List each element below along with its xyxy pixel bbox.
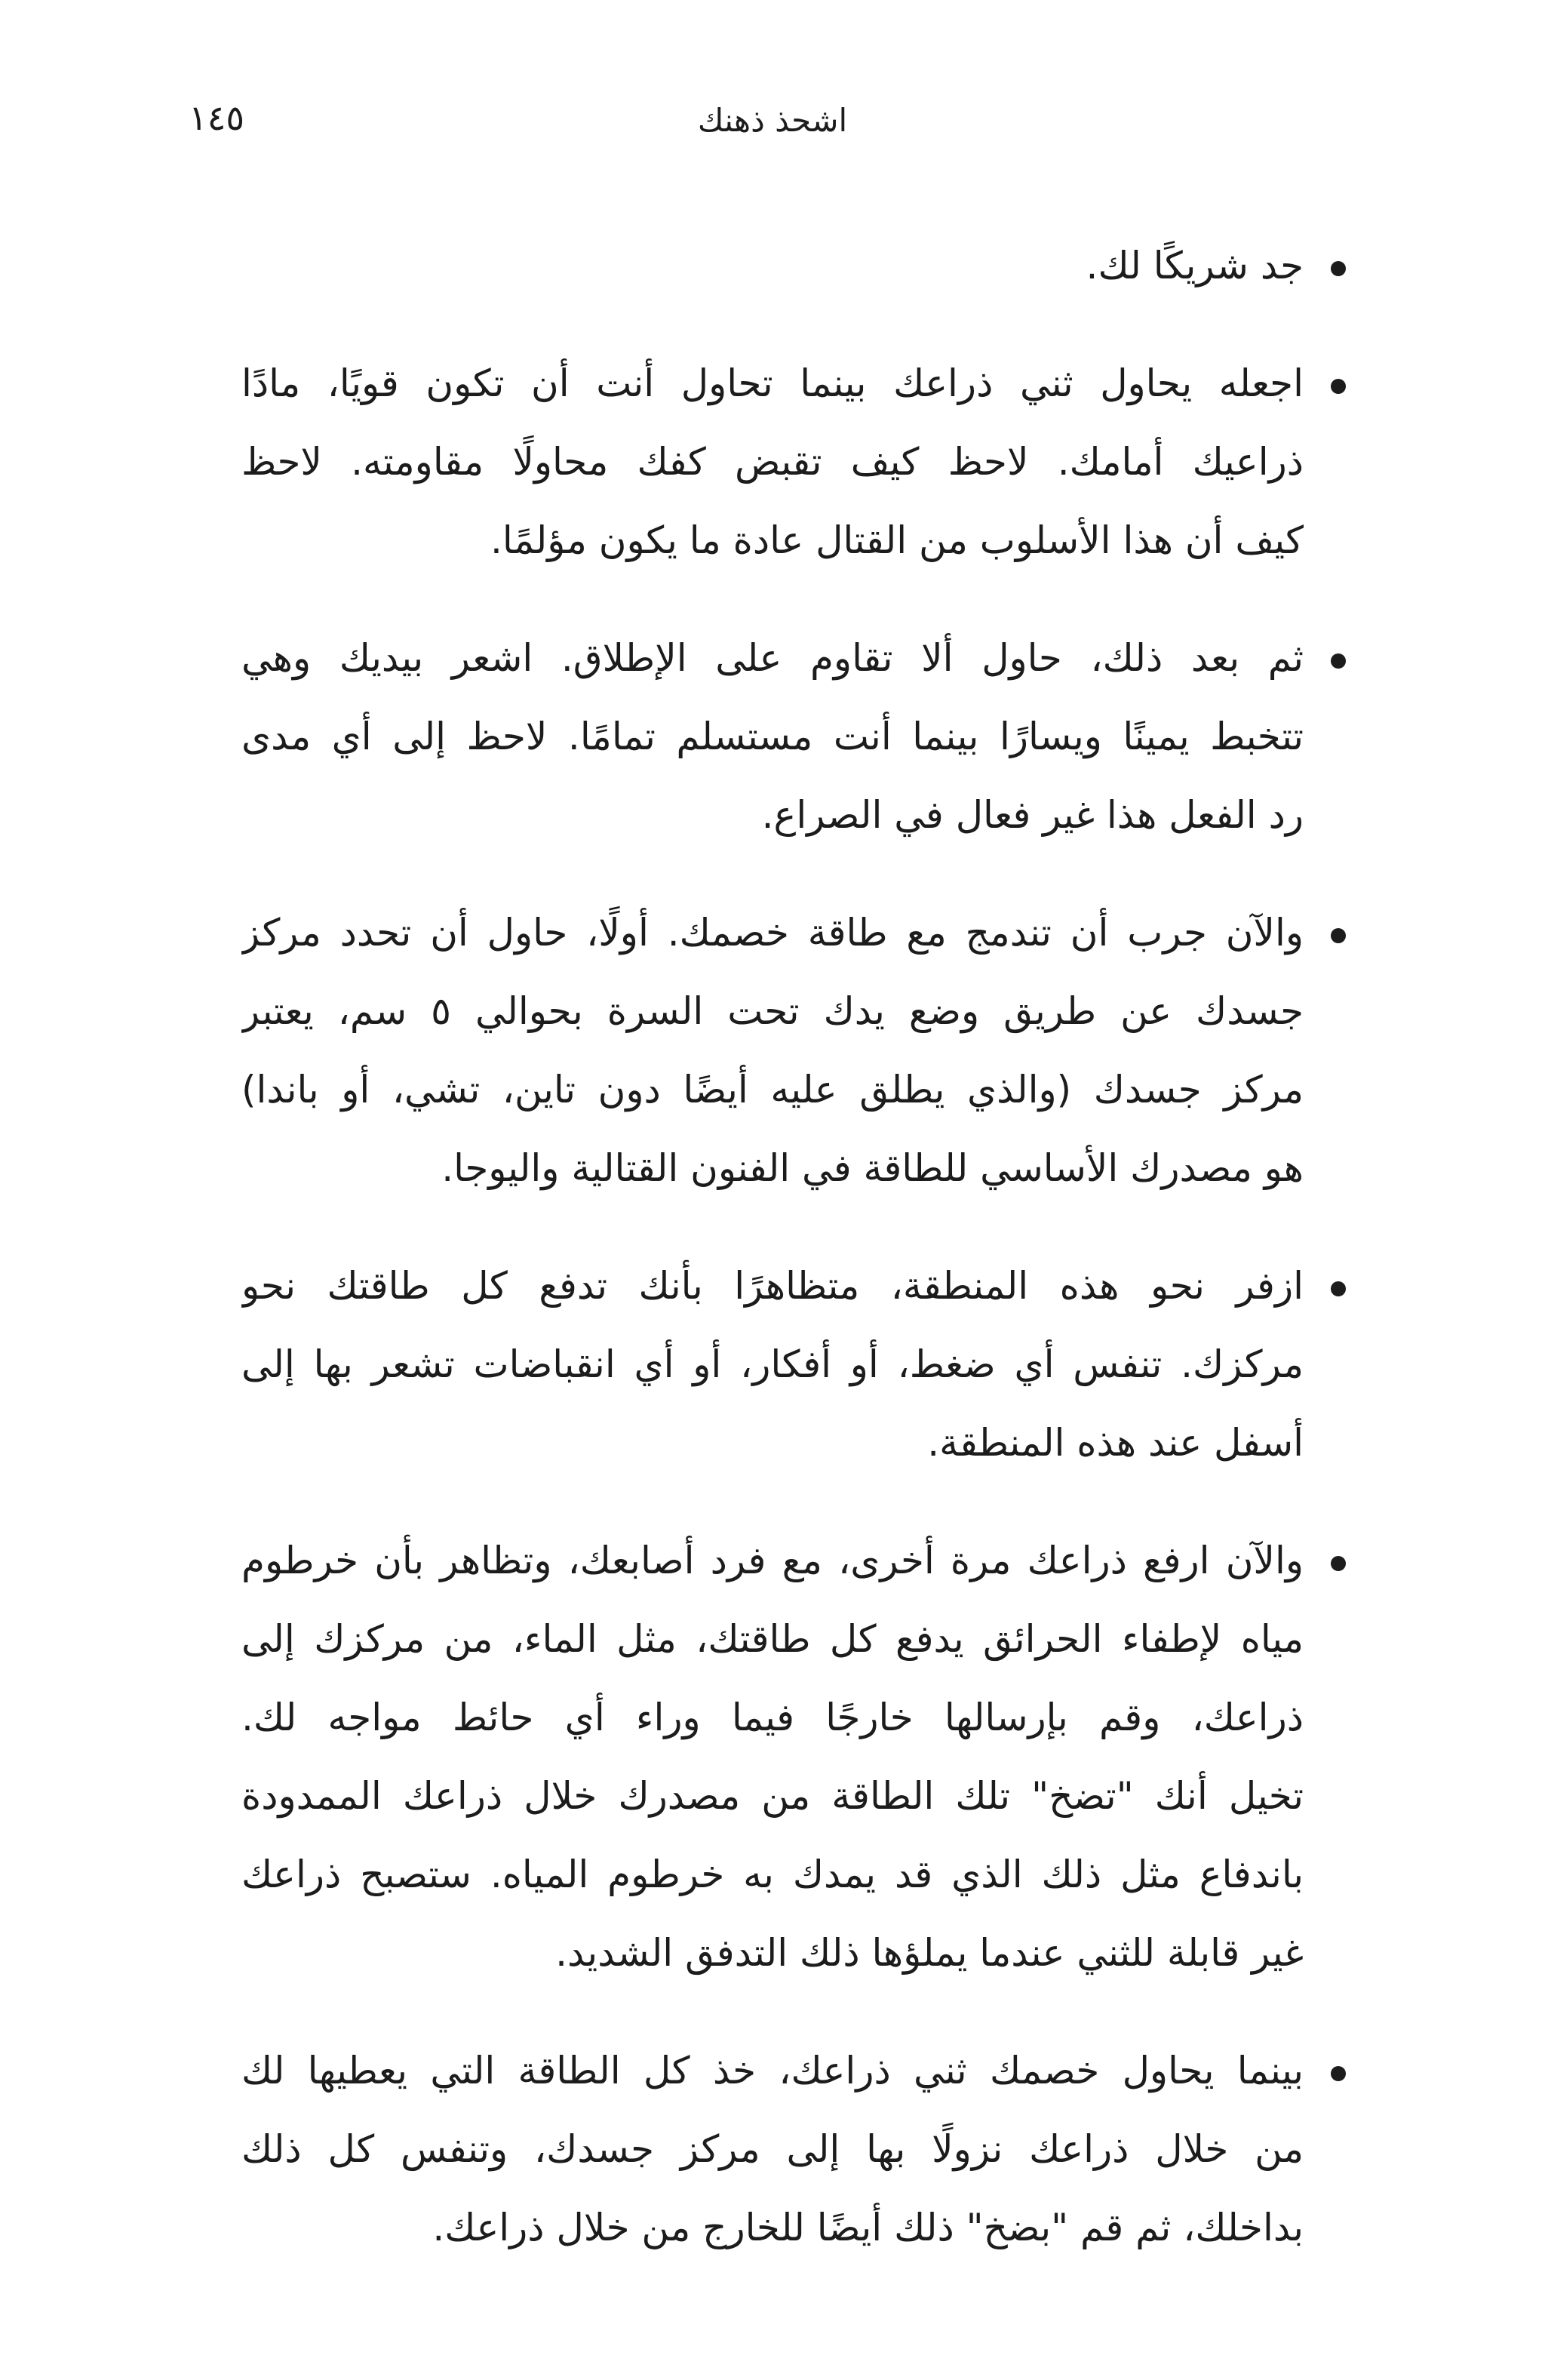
bullet-dot-icon <box>1331 928 1346 943</box>
page-number: ١٤٥ <box>189 97 245 138</box>
bullet-line: رد الفعل هذا غير فعال في الصراع. <box>761 793 1304 837</box>
bullet-item <box>241 226 1304 305</box>
bullet-line: والآن جرب أن تندمج مع طاقة خصمك. أولًا، حاول أن تحدد مركز <box>241 911 1304 955</box>
bullet-line: كيف أن هذا الأسلوب من القتال عادة ما يكون مؤلمًا. <box>490 518 1304 562</box>
bullet-line: بداخلك، ثم قم "بضخ" ذلك أيضًا للخارج من خلال ذراعك. <box>432 2206 1304 2249</box>
bullet-line: ازفر نحو هذه المنطقة، متظاهرًا بأنك تدفع كل طاقتك نحو <box>241 1264 1304 1308</box>
bullet-line: والآن ارفع ذراعك مرة أخرى، مع فرد أصابعك، وتظاهر بأن خرطوم <box>241 1539 1304 1582</box>
bullet-item <box>241 1247 1304 1482</box>
bullet-line: جسدك عن طريق وضع يدك تحت السرة بحوالي ٥ سم، يعتبر <box>241 989 1304 1033</box>
bullet-item <box>241 619 1304 854</box>
bullet-dot-icon <box>1331 379 1346 394</box>
bullet-dot-icon <box>1331 1556 1346 1571</box>
bullet-list <box>241 226 1304 2306</box>
bullet-line: ثم بعد ذلك، حاول ألا تقاوم على الإطلاق. اشعر بيديك وهي <box>241 636 1304 680</box>
bullet-line: تتخبط يمينًا ويسارًا بينما أنت مستسلم تمامًا. لاحظ إلى أي مدى <box>241 715 1304 758</box>
bullet-line: جد شريكًا لك. <box>1086 244 1304 288</box>
bullet-line: مركز جسدك (والذي يطلق عليه أيضًا دون تاين، تشي، أو باندا) <box>241 1068 1304 1112</box>
bullet-line: من خلال ذراعك نزولًا بها إلى مركز جسدك، وتنفس كل ذلك <box>241 2127 1304 2171</box>
bullet-item <box>241 893 1304 1207</box>
bullet-line: ذراعيك أمامك. لاحظ كيف تقبض كفك محاولًا مقاومته. لاحظ <box>241 440 1304 484</box>
bullet-item <box>241 2031 1304 2267</box>
bullet-dot-icon <box>1331 261 1346 276</box>
bullet-line: مركزك. تنفس أي ضغط، أو أفكار، أو أي انقباضات تشعر بها إلى <box>241 1342 1304 1386</box>
bullet-line: تخيل أنك "تضخ" تلك الطاقة من مصدرك خلال ذراعك الممدودة <box>241 1774 1304 1818</box>
bullet-line: أسفل عند هذه المنطقة. <box>927 1421 1304 1465</box>
bullet-line: بينما يحاول خصمك ثني ذراعك، خذ كل الطاقة التي يعطيها لك <box>241 2049 1304 2092</box>
bullet-line: ذراعك، وقم بإرسالها خارجًا فيما وراء أي حائط مواجه لك. <box>241 1696 1304 1739</box>
bullet-item <box>241 344 1304 580</box>
bullet-dot-icon <box>1331 653 1346 669</box>
bullet-line: باندفاع مثل ذلك الذي قد يمدك به خرطوم المياه. ستصبح ذراعك <box>241 1853 1304 1896</box>
bullet-line: غير قابلة للثني عندما يملؤها ذلك التدفق الشديد. <box>555 1931 1304 1975</box>
bullet-dot-icon <box>1331 2066 1346 2081</box>
running-title: اشحذ ذهنك <box>697 102 848 139</box>
bullet-line: مياه لإطفاء الحرائق يدفع كل طاقتك، مثل الماء، من مركزك إلى <box>241 1617 1304 1661</box>
bullet-item <box>241 1521 1304 1992</box>
bullet-line: هو مصدرك الأساسي للطاقة في الفنون القتالية واليوجا. <box>441 1146 1304 1190</box>
bullet-line: اجعله يحاول ثني ذراعك بينما تحاول أنت أن تكون قويًا، مادًا <box>241 361 1304 405</box>
bullet-dot-icon <box>1331 1281 1346 1296</box>
